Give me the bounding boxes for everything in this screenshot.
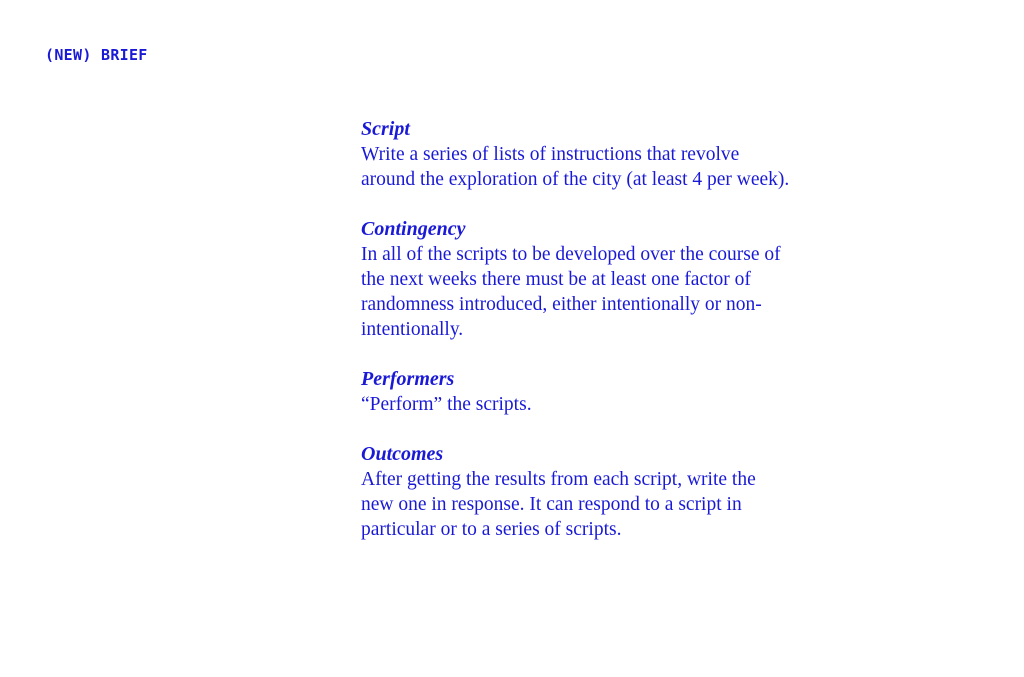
brief-content [361,117,791,567]
section-heading: Performers [361,368,455,390]
section-body: Write a series of lists of instructions that revolve around the exploration of the city (at least 4 per week). [361,144,790,190]
section-performers [361,367,791,417]
section-body: In all of the scripts to be developed over the course of the next weeks there must be at least one factor of randomness introduced, either intentionally or non-intentionally. [361,244,781,340]
section-heading: Script [361,118,410,140]
section-heading: Contingency [361,218,466,240]
section-heading: Outcomes [361,443,444,465]
section-contingency [361,217,791,342]
page-title: (NEW) BRIEF [45,46,148,64]
section-script [361,117,791,192]
section-body: After getting the results from each script, write the new one in response. It can respond to a script in particular or to a series of scripts. [361,469,756,540]
section-outcomes [361,442,791,542]
section-body: “Perform” the scripts. [361,394,532,415]
